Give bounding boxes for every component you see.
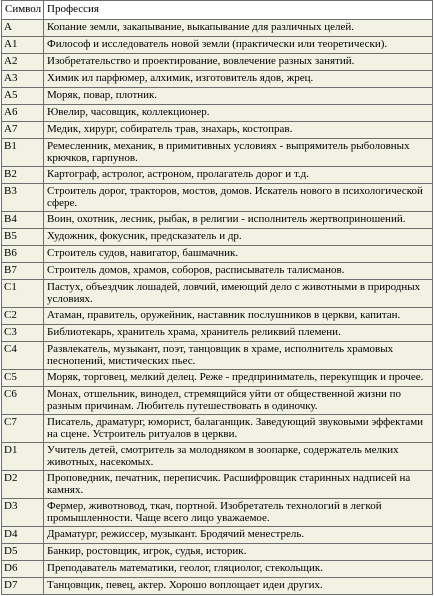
profession-cell: Ремесленник, механик, в примитивных условиях - выпрямитель рыболовных крючков, гарпунов. xyxy=(44,139,433,167)
profession-cell: Писатель, драматург, юморист, балаганщик. Заведующий звуковыми эффектами на сцене. Устроитель ритуалов в церкви. xyxy=(44,415,433,443)
table-row xyxy=(2,263,433,280)
table-row xyxy=(2,246,433,263)
table-row xyxy=(2,37,433,54)
column-header-symbol: Символ xyxy=(2,1,44,20)
profession-cell: Моряк, торговец, мелкий делец. Реже - предприниматель, перекупщик и прочее. xyxy=(44,370,433,387)
symbol-cell: B1 xyxy=(2,139,44,167)
table-row xyxy=(2,105,433,122)
professions-table xyxy=(1,0,433,595)
symbol-cell: C6 xyxy=(2,387,44,415)
table-row xyxy=(2,184,433,212)
symbol-cell: A2 xyxy=(2,54,44,71)
symbol-cell: B7 xyxy=(2,263,44,280)
profession-cell: Строитель дорог, тракторов, мостов, домов. Искатель нового в психологической сфере. xyxy=(44,184,433,212)
table-row xyxy=(2,471,433,499)
profession-cell: Проповедник, печатник, переписчик. Расшифровщик старинных надписей на камнях. xyxy=(44,471,433,499)
symbol-cell: C1 xyxy=(2,280,44,308)
profession-cell: Атаман, правитель, оружейник, наставник послушников в церкви, капитан. xyxy=(44,308,433,325)
table-row xyxy=(2,71,433,88)
profession-cell: Картограф, астролог, астроном, пролагатель дорог и т.д. xyxy=(44,167,433,184)
profession-cell: Строитель судов, навигатор, башмачник. xyxy=(44,246,433,263)
profession-cell: Моряк, повар, плотник. xyxy=(44,88,433,105)
symbol-cell: A5 xyxy=(2,88,44,105)
profession-cell: Философ и исследователь новой земли (практически или теоретически). xyxy=(44,37,433,54)
professions-table-container xyxy=(1,0,432,595)
symbol-cell: A1 xyxy=(2,37,44,54)
profession-cell: Библиотекарь, хранитель храма, хранитель реликвий племени. xyxy=(44,325,433,342)
symbol-cell: D5 xyxy=(2,544,44,561)
symbol-cell: C3 xyxy=(2,325,44,342)
symbol-cell: B5 xyxy=(2,229,44,246)
profession-cell: Учитель детей, смотритель за молодняком в зоопарке, содержатель мелких животных, насекомых. xyxy=(44,443,433,471)
symbol-cell: B3 xyxy=(2,184,44,212)
table-row xyxy=(2,122,433,139)
symbol-cell: B6 xyxy=(2,246,44,263)
symbol-cell: C2 xyxy=(2,308,44,325)
profession-cell: Пастух, объездчик лошадей, ловчий, имеющий дело с животными в природных условиях. xyxy=(44,280,433,308)
table-row xyxy=(2,88,433,105)
symbol-cell: B4 xyxy=(2,212,44,229)
profession-cell: Танцовщик, певец, актер. Хорошо воплощает идеи других. xyxy=(44,578,433,595)
table-row xyxy=(2,443,433,471)
table-row xyxy=(2,280,433,308)
table-row xyxy=(2,342,433,370)
table-row xyxy=(2,415,433,443)
symbol-cell: D3 xyxy=(2,499,44,527)
symbol-cell: C4 xyxy=(2,342,44,370)
table-row xyxy=(2,308,433,325)
symbol-cell: C7 xyxy=(2,415,44,443)
profession-cell: Фермер, животновод, ткач, портной. Изобретатель технологий в легкой промышленности. Чаще всего лицо уважаемое. xyxy=(44,499,433,527)
profession-cell: Строитель домов, храмов, соборов, расписыватель талисманов. xyxy=(44,263,433,280)
symbol-cell: A3 xyxy=(2,71,44,88)
table-row xyxy=(2,370,433,387)
table-row xyxy=(2,229,433,246)
table-row xyxy=(2,578,433,595)
table-row xyxy=(2,139,433,167)
profession-cell: Драматург, режиссер, музыкант. Бродячий менестрель. xyxy=(44,527,433,544)
profession-cell: Ювелир, часовщик, коллекционер. xyxy=(44,105,433,122)
symbol-cell: D6 xyxy=(2,561,44,578)
symbol-cell: D7 xyxy=(2,578,44,595)
symbol-cell: A xyxy=(2,20,44,37)
profession-cell: Банкир, ростовщик, игрок, судья, историк. xyxy=(44,544,433,561)
symbol-cell: D1 xyxy=(2,443,44,471)
table-row xyxy=(2,561,433,578)
table-row xyxy=(2,527,433,544)
symbol-cell: D4 xyxy=(2,527,44,544)
symbol-cell: D2 xyxy=(2,471,44,499)
profession-cell: Химик ил парфюмер, алхимик, изготовитель ядов, жрец. xyxy=(44,71,433,88)
table-row xyxy=(2,54,433,71)
table-row xyxy=(2,212,433,229)
profession-cell: Преподаватель математики, геолог, гляциолог, стекольщик. xyxy=(44,561,433,578)
table-header-row xyxy=(2,1,433,20)
profession-cell: Копание земли, закапывание, выкапывание для различных целей. xyxy=(44,20,433,37)
profession-cell: Медик, хирург, собиратель трав, знахарь, костоправ. xyxy=(44,122,433,139)
table-row xyxy=(2,167,433,184)
table-row xyxy=(2,499,433,527)
profession-cell: Воин, охотник, лесник, рыбак, в религии - исполнитель жертвоприношений. xyxy=(44,212,433,229)
symbol-cell: A6 xyxy=(2,105,44,122)
profession-cell: Развлекатель, музыкант, поэт, танцовщик в храме, исполнитель храмовых песнопений, мистических пьес. xyxy=(44,342,433,370)
table-row xyxy=(2,20,433,37)
symbol-cell: C5 xyxy=(2,370,44,387)
profession-cell: Художник, фокусник, предсказатель и др. xyxy=(44,229,433,246)
table-row xyxy=(2,387,433,415)
table-row xyxy=(2,325,433,342)
table-row xyxy=(2,544,433,561)
profession-cell: Монах, отшельник, винодел, стремящийся уйти от общественной жизни по разным причинам. Любитель путешествовать в одиночку. xyxy=(44,387,433,415)
symbol-cell: A7 xyxy=(2,122,44,139)
profession-cell: Изобретательство и проектирование, вовлечение разных занятий. xyxy=(44,54,433,71)
column-header-profession: Профессия xyxy=(44,1,433,20)
symbol-cell: B2 xyxy=(2,167,44,184)
